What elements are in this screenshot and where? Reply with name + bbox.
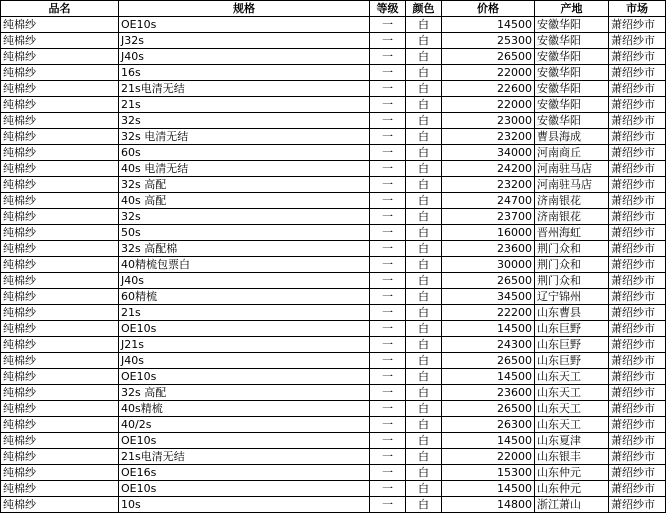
cell-color: 白 [406,353,442,369]
cell-grade: 一 [370,497,406,513]
cell-spec: OE16s [119,465,370,481]
cell-grade: 一 [370,81,406,97]
cell-color: 白 [406,225,442,241]
cell-spec: 21s [119,305,370,321]
cell-price: 22000 [442,449,535,465]
cell-spec: J40s [119,273,370,289]
table-row [1,321,666,337]
cell-color: 白 [406,273,442,289]
cell-spec: 32s 高配棉 [119,241,370,257]
cell-origin: 荆门众和 [535,273,609,289]
cell-spec: OE10s [119,321,370,337]
cell-color: 白 [406,129,442,145]
cell-market: 萧绍纱市 [609,497,666,513]
cell-grade: 一 [370,433,406,449]
cell-color: 白 [406,337,442,353]
cell-origin: 辽宁锦州 [535,289,609,305]
cell-price: 14500 [442,369,535,385]
cell-origin: 荆门众和 [535,257,609,273]
cell-spec: 32s 电清无结 [119,129,370,145]
cell-market: 萧绍纱市 [609,257,666,273]
cell-origin: 安徽华阳 [535,33,609,49]
cell-grade: 一 [370,49,406,65]
cell-price: 23700 [442,209,535,225]
cell-market: 萧绍纱市 [609,65,666,81]
cell-origin: 山东银丰 [535,449,609,465]
cell-price: 26300 [442,417,535,433]
cell-spec: 21s电清无结 [119,81,370,97]
cell-product-name: 纯棉纱 [1,321,119,337]
cell-grade: 一 [370,225,406,241]
cell-product-name: 纯棉纱 [1,113,119,129]
cell-price: 23200 [442,177,535,193]
cell-color: 白 [406,33,442,49]
table-row [1,497,666,513]
cell-market: 萧绍纱市 [609,81,666,97]
cell-product-name: 纯棉纱 [1,225,119,241]
cell-product-name: 纯棉纱 [1,17,119,33]
cell-color: 白 [406,241,442,257]
cell-color: 白 [406,161,442,177]
cell-origin: 山东巨野 [535,353,609,369]
cell-spec: 21s [119,97,370,113]
cell-color: 白 [406,465,442,481]
cell-grade: 一 [370,337,406,353]
cell-color: 白 [406,417,442,433]
cell-origin: 山东天工 [535,401,609,417]
cell-origin: 山东天工 [535,417,609,433]
cell-origin: 山东天工 [535,369,609,385]
cell-grade: 一 [370,129,406,145]
table-row [1,49,666,65]
table-row [1,193,666,209]
cell-color: 白 [406,49,442,65]
cell-product-name: 纯棉纱 [1,433,119,449]
cell-color: 白 [406,113,442,129]
cell-price: 14500 [442,433,535,449]
cell-product-name: 纯棉纱 [1,33,119,49]
cell-product-name: 纯棉纱 [1,193,119,209]
cell-market: 萧绍纱市 [609,161,666,177]
header-grade: 等级 [370,1,406,17]
cell-color: 白 [406,97,442,113]
cell-color: 白 [406,305,442,321]
cell-price: 26500 [442,401,535,417]
cell-spec: 40s精梳 [119,401,370,417]
cell-grade: 一 [370,401,406,417]
cell-grade: 一 [370,289,406,305]
cell-origin: 山东巨野 [535,321,609,337]
table-row [1,257,666,273]
cell-price: 26500 [442,353,535,369]
table-row [1,129,666,145]
cell-origin: 山东仲元 [535,465,609,481]
cell-price: 23000 [442,113,535,129]
cell-grade: 一 [370,385,406,401]
cell-price: 30000 [442,257,535,273]
cell-market: 萧绍纱市 [609,321,666,337]
cell-product-name: 纯棉纱 [1,161,119,177]
cell-spec: OE10s [119,481,370,497]
table-row [1,481,666,497]
cell-market: 萧绍纱市 [609,145,666,161]
cell-product-name: 纯棉纱 [1,305,119,321]
cell-origin: 山东天工 [535,385,609,401]
cell-grade: 一 [370,369,406,385]
cell-product-name: 纯棉纱 [1,145,119,161]
cell-market: 萧绍纱市 [609,273,666,289]
cell-market: 萧绍纱市 [609,481,666,497]
cell-price: 23600 [442,385,535,401]
cell-color: 白 [406,209,442,225]
cell-origin: 山东仲元 [535,481,609,497]
cell-price: 24200 [442,161,535,177]
cell-spec: 40/2s [119,417,370,433]
cell-market: 萧绍纱市 [609,129,666,145]
cell-product-name: 纯棉纱 [1,129,119,145]
cell-origin: 晋州海虹 [535,225,609,241]
header-product-name: 品名 [1,1,119,17]
cell-grade: 一 [370,65,406,81]
cell-grade: 一 [370,145,406,161]
cell-spec: OE10s [119,17,370,33]
cell-price: 24300 [442,337,535,353]
cell-price: 34000 [442,145,535,161]
table-row [1,225,666,241]
cell-price: 16000 [442,225,535,241]
cell-spec: 10s [119,497,370,513]
cell-product-name: 纯棉纱 [1,177,119,193]
table-row [1,161,666,177]
table-row [1,433,666,449]
cell-price: 26500 [442,273,535,289]
header-color: 颜色 [406,1,442,17]
cell-spec: J40s [119,353,370,369]
header-origin: 产地 [535,1,609,17]
cell-grade: 一 [370,161,406,177]
table-row [1,81,666,97]
cell-market: 萧绍纱市 [609,177,666,193]
cell-spec: 40精梳包票白 [119,257,370,273]
cell-product-name: 纯棉纱 [1,353,119,369]
cell-product-name: 纯棉纱 [1,337,119,353]
cell-grade: 一 [370,417,406,433]
table-row [1,113,666,129]
cell-price: 23200 [442,129,535,145]
cell-grade: 一 [370,33,406,49]
cell-market: 萧绍纱市 [609,353,666,369]
cell-origin: 济南银花 [535,209,609,225]
cell-spec: J21s [119,337,370,353]
table-row [1,177,666,193]
cell-spec: 60s [119,145,370,161]
cell-price: 22200 [442,305,535,321]
table-row [1,289,666,305]
table-body [1,17,666,513]
cell-market: 萧绍纱市 [609,289,666,305]
cell-origin: 安徽华阳 [535,97,609,113]
cell-spec: OE10s [119,433,370,449]
cell-origin: 安徽华阳 [535,113,609,129]
cell-product-name: 纯棉纱 [1,449,119,465]
cell-origin: 安徽华阳 [535,81,609,97]
cell-grade: 一 [370,353,406,369]
cell-product-name: 纯棉纱 [1,49,119,65]
cell-origin: 安徽华阳 [535,49,609,65]
cell-market: 萧绍纱市 [609,337,666,353]
cell-grade: 一 [370,177,406,193]
cell-price: 14500 [442,17,535,33]
cell-product-name: 纯棉纱 [1,497,119,513]
cell-origin: 山东夏津 [535,433,609,449]
cell-market: 萧绍纱市 [609,17,666,33]
table-row [1,273,666,289]
cell-grade: 一 [370,209,406,225]
cell-price: 26500 [442,49,535,65]
cell-product-name: 纯棉纱 [1,417,119,433]
header-row [1,1,666,17]
cell-market: 萧绍纱市 [609,49,666,65]
cell-grade: 一 [370,17,406,33]
cell-market: 萧绍纱市 [609,401,666,417]
cell-market: 萧绍纱市 [609,241,666,257]
cell-product-name: 纯棉纱 [1,257,119,273]
cell-color: 白 [406,193,442,209]
cell-origin: 曹县海成 [535,129,609,145]
cell-color: 白 [406,289,442,305]
cell-market: 萧绍纱市 [609,305,666,321]
cell-spec: 40s 电清无结 [119,161,370,177]
cell-spec: 60精梳 [119,289,370,305]
cell-price: 14800 [442,497,535,513]
cell-product-name: 纯棉纱 [1,273,119,289]
cell-color: 白 [406,369,442,385]
cell-grade: 一 [370,241,406,257]
cell-color: 白 [406,385,442,401]
cell-market: 萧绍纱市 [609,433,666,449]
cell-price: 22600 [442,81,535,97]
cell-market: 萧绍纱市 [609,33,666,49]
cell-spec: 50s [119,225,370,241]
cell-grade: 一 [370,321,406,337]
cell-price: 34500 [442,289,535,305]
cell-color: 白 [406,449,442,465]
cell-product-name: 纯棉纱 [1,241,119,257]
cell-color: 白 [406,145,442,161]
cell-origin: 济南银花 [535,193,609,209]
cell-origin: 安徽华阳 [535,17,609,33]
cell-color: 白 [406,17,442,33]
table-row [1,401,666,417]
table-row [1,209,666,225]
cell-market: 萧绍纱市 [609,209,666,225]
cell-spec: 32s 高配 [119,177,370,193]
cell-price: 22000 [442,97,535,113]
cell-price: 14500 [442,481,535,497]
table-row [1,65,666,81]
cell-market: 萧绍纱市 [609,417,666,433]
table-row [1,241,666,257]
cell-product-name: 纯棉纱 [1,65,119,81]
cell-origin: 安徽华阳 [535,65,609,81]
cell-market: 萧绍纱市 [609,385,666,401]
cell-grade: 一 [370,273,406,289]
cell-product-name: 纯棉纱 [1,97,119,113]
cell-color: 白 [406,65,442,81]
header-market: 市场 [609,1,666,17]
cell-product-name: 纯棉纱 [1,369,119,385]
cell-spec: 40s 高配 [119,193,370,209]
table-row [1,465,666,481]
cell-spec: 32s [119,113,370,129]
cell-color: 白 [406,177,442,193]
cell-market: 萧绍纱市 [609,225,666,241]
cell-market: 萧绍纱市 [609,97,666,113]
cell-color: 白 [406,257,442,273]
table-row [1,353,666,369]
cell-market: 萧绍纱市 [609,193,666,209]
cell-spec: J40s [119,49,370,65]
cell-product-name: 纯棉纱 [1,81,119,97]
table-row [1,417,666,433]
header-price: 价格 [442,1,535,17]
cell-grade: 一 [370,193,406,209]
cell-color: 白 [406,81,442,97]
cell-spec: J32s [119,33,370,49]
cell-origin: 河南驻马店 [535,161,609,177]
cell-grade: 一 [370,305,406,321]
cell-price: 25300 [442,33,535,49]
cell-market: 萧绍纱市 [609,369,666,385]
table-row [1,33,666,49]
table-row [1,337,666,353]
cell-spec: 16s [119,65,370,81]
table-row [1,449,666,465]
cell-grade: 一 [370,449,406,465]
cell-origin: 山东巨野 [535,337,609,353]
cell-origin: 河南商丘 [535,145,609,161]
cell-origin: 河南驻马店 [535,177,609,193]
cell-grade: 一 [370,465,406,481]
cell-product-name: 纯棉纱 [1,465,119,481]
cell-product-name: 纯棉纱 [1,385,119,401]
cell-product-name: 纯棉纱 [1,209,119,225]
cell-color: 白 [406,321,442,337]
cell-spec: 21s电清无结 [119,449,370,465]
cell-price: 14500 [442,321,535,337]
cell-color: 白 [406,433,442,449]
cell-price: 23600 [442,241,535,257]
cell-origin: 山东曹县 [535,305,609,321]
header-spec: 规格 [119,1,370,17]
cell-market: 萧绍纱市 [609,449,666,465]
table-row [1,385,666,401]
cell-spec: OE10s [119,369,370,385]
cell-market: 萧绍纱市 [609,465,666,481]
cell-product-name: 纯棉纱 [1,481,119,497]
table-row [1,17,666,33]
cell-price: 24700 [442,193,535,209]
cell-grade: 一 [370,257,406,273]
table-row [1,145,666,161]
cell-grade: 一 [370,97,406,113]
cell-product-name: 纯棉纱 [1,401,119,417]
cell-color: 白 [406,481,442,497]
cell-origin: 浙江萧山 [535,497,609,513]
cell-grade: 一 [370,113,406,129]
cell-origin: 荆门众和 [535,241,609,257]
cell-spec: 32s 高配 [119,385,370,401]
cell-product-name: 纯棉纱 [1,289,119,305]
table-row [1,305,666,321]
cell-color: 白 [406,497,442,513]
cell-grade: 一 [370,481,406,497]
table-row [1,97,666,113]
cell-spec: 32s [119,209,370,225]
cell-market: 萧绍纱市 [609,113,666,129]
cell-price: 15300 [442,465,535,481]
cell-price: 22000 [442,65,535,81]
cell-color: 白 [406,401,442,417]
table-row [1,369,666,385]
